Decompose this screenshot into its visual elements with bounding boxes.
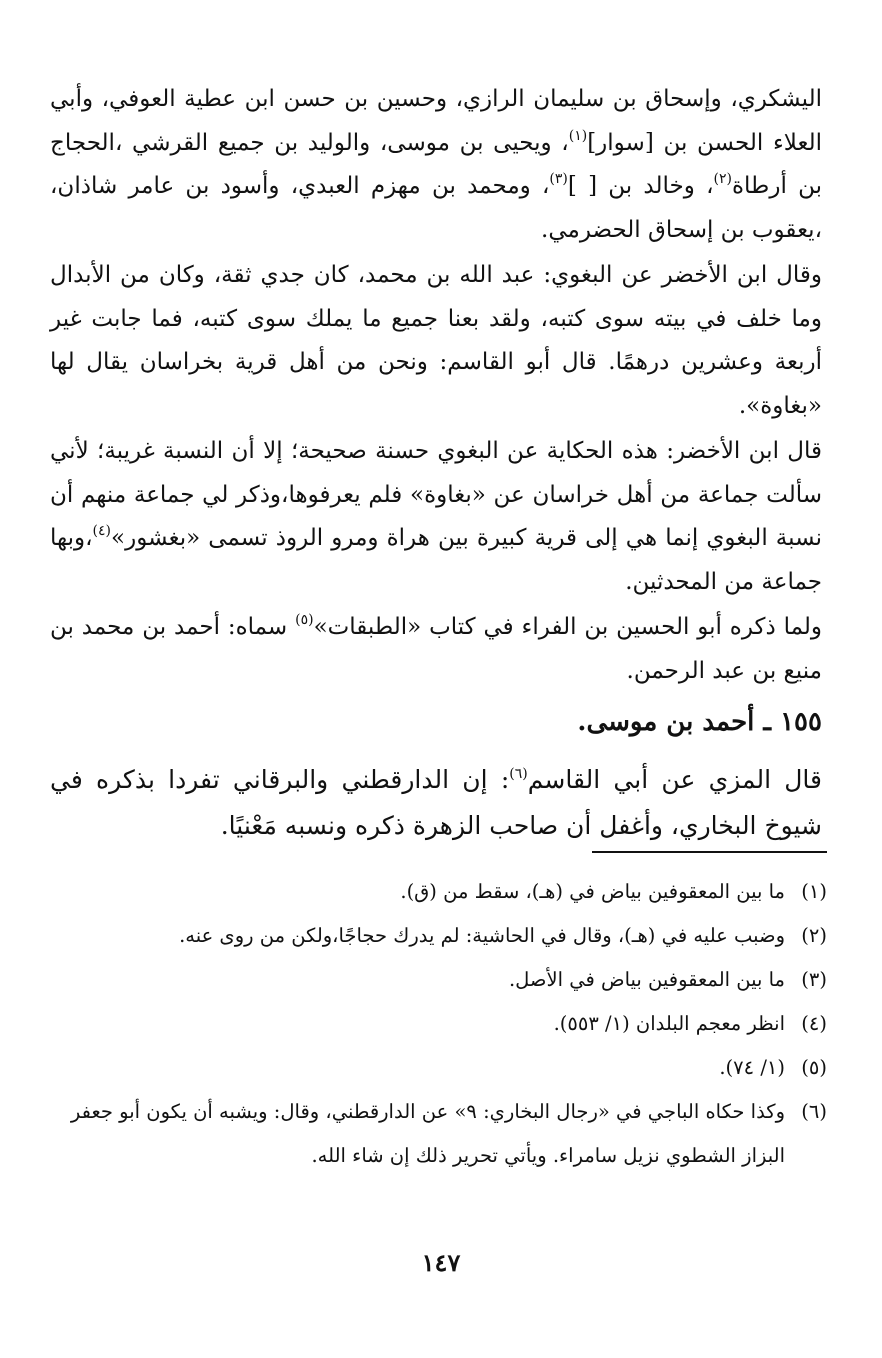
main-text: [50, 78, 822, 849]
footnote-ref-4[interactable]: (٤): [92, 523, 112, 539]
text-run: اليشكري، وإسحاق بن سليمان الرازي، وحسين بن حسن ابن عطية العوفي، وأبي العلاء الحسن بن [سوار]: [50, 86, 823, 156]
footnote-text: وضبب عليه في (هـ)، وقال في الحاشية: لم يدرك حجاجًا،ولكن من روى عنه.: [179, 924, 785, 947]
footnote-text: (١/ ٧٤).: [719, 1056, 785, 1079]
footnote-ref-2[interactable]: (٢): [713, 171, 732, 187]
footnote-item: [50, 1046, 827, 1090]
paragraph-tabaqat: [50, 606, 822, 693]
footnote-item: [50, 1002, 827, 1046]
footnote-item: [50, 870, 827, 914]
footnote-number: (٤): [801, 1012, 827, 1035]
text-run: ، ومحمد بن مهزم العبدي، وأسود بن عامر شاذان، ،يعقوب بن إسحاق الحضرمي.: [50, 173, 822, 243]
paragraph-nisba: [50, 430, 822, 604]
paragraph-narrators: [50, 78, 822, 252]
paragraph-mizzi: [50, 757, 822, 849]
footnote-text: ما بين المعقوفين بياض في الأصل.: [508, 968, 785, 991]
footnotes: [50, 870, 827, 1178]
footnote-number: (٣): [801, 968, 827, 991]
footnote-number: (٢): [801, 924, 827, 947]
footnote-number: (٥): [801, 1056, 827, 1079]
text-run: ، ويحيى بن موسى، والوليد بن جميع القرشي ،الحجاج بن أرطاة: [50, 129, 822, 199]
page-number: ١٤٧: [421, 1248, 461, 1277]
text-run: قال ابن الأخضر: هذه الحكاية عن البغوي حسنة صحيحة؛ إلا أن النسبة غريبة؛ لأني سألت جماعة من أهل خراسان عن «بغاوة» فلم يعرفوها،وذكر لي جماعة منهم أن نسبة البغوي إنما هي إلى قرية كبيرة بين هراة ومرو الروذ تسمى «بغشور»: [50, 438, 822, 551]
text-run: ،وبها جماعة من المحدثين.: [50, 525, 822, 595]
footnote-item: [50, 914, 827, 958]
footnote-text: انظر معجم البلدان (١/ ٥٥٣).: [553, 1012, 785, 1035]
footnote-ref-3[interactable]: (٣): [549, 171, 568, 187]
entry-heading: ١٥٥ ـ أحمد بن موسى.: [577, 707, 822, 737]
footnote-text: وكذا حكاه الباجي في «رجال البخاري: ٩» عن الدارقطني، وقال: ويشبه أن يكون أبو جعفر البزاز الشطوي نزيل سامراء. ويأتي تحرير ذلك إن شاء الله.: [70, 1100, 785, 1167]
text-run: : إن الدارقطني والبرقاني تفردا بذكره في شيوخ البخاري، وأغفل أن صاحب الزهرة ذكره ونسبه مَعْنيًا.: [50, 764, 822, 840]
text-run: ، وخالد بن [ ]: [567, 173, 714, 199]
footnote-divider: [592, 851, 827, 853]
footnote-ref-5[interactable]: (٥): [295, 612, 314, 628]
footnote-ref-6[interactable]: (٦): [509, 765, 528, 782]
footnote-item: [50, 958, 827, 1002]
footnote-text: ما بين المعقوفين بياض في (هـ)، سقط من (ق).: [400, 880, 785, 903]
footnote-number: (٦): [801, 1100, 827, 1123]
footnote-item: [50, 1090, 827, 1178]
text-run: ولما ذكره أبو الحسين بن الفراء في كتاب «الطبقات»: [313, 614, 822, 640]
text-run: سماه: أحمد بن محمد بن منيع بن عبد الرحمن.: [50, 614, 822, 684]
footnote-ref-1[interactable]: (١): [568, 127, 588, 144]
paragraph-ibn-al-akhdar: وقال ابن الأخضر عن البغوي: عبد الله بن محمد، كان جدي ثقة، وكان من الأبدال وما خلف في بيته سوى كتبه، ولقد بعنا جميع ما يملك سوى كتبه، فما جابت غير أربعة وعشرين درهمًا. قال أبو القاسم: ونحن من أهل قرية بخراسان يقال لها «بغاوة».: [50, 262, 822, 419]
footnote-number: (١): [801, 880, 827, 903]
text-run: قال المزي عن أبي القاسم: [527, 764, 823, 794]
